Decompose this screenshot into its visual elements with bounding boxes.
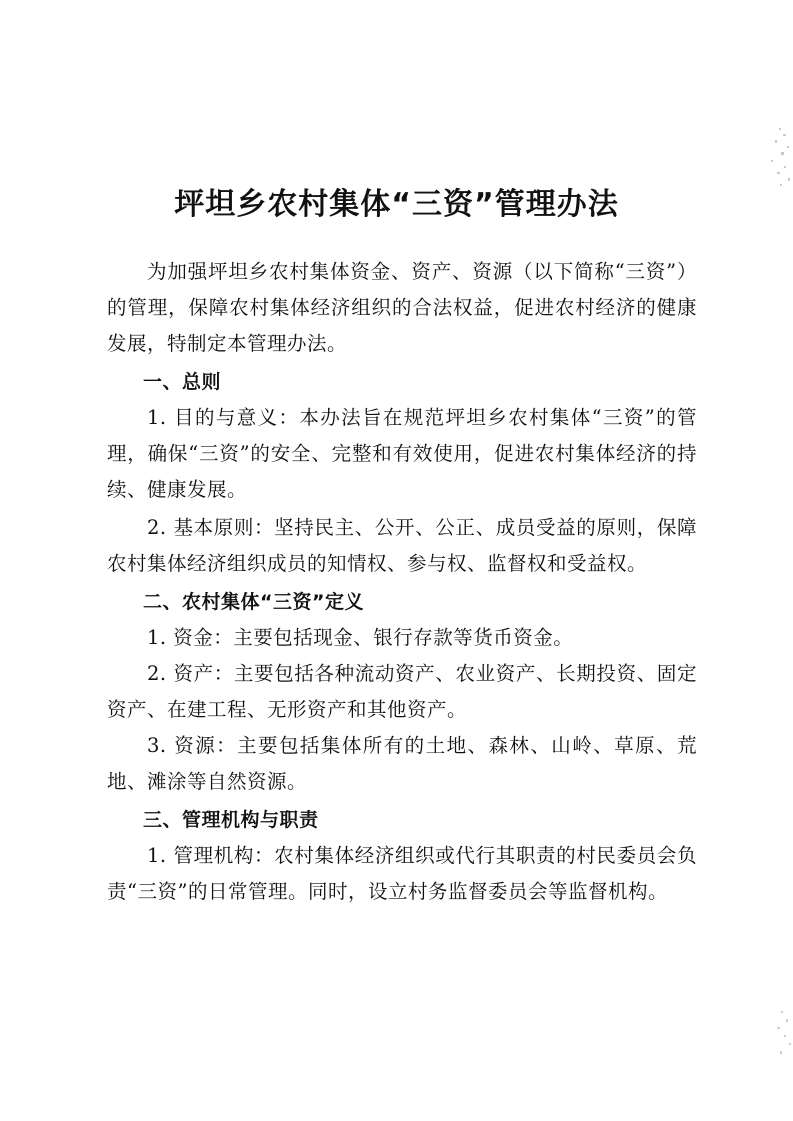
section-2-item-2: 2. 资产：主要包括各种流动资产、农业资产、长期投资、固定资产、在建工程、无形资产和其他资产。: [107, 662, 697, 721]
document-title: 坪坦乡农村集体“三资”管理办法: [174, 187, 619, 222]
section-3-item-1: 1. 管理机构：农村集体经济组织或代行其职责的村民委员会负责“三资”的日常管理。同时，设立村务监督委员会等监督机构。: [107, 844, 697, 903]
section-heading-3: 三、管理机构与职责: [143, 809, 319, 831]
section-heading-1: 一、总则: [143, 371, 222, 393]
section-heading-2: 二、农村集体“三资”定义: [143, 591, 364, 613]
section-1-item-2: 2. 基本原则：坚持民主、公开、公正、成员受益的原则，保障农村集体经济组织成员的知情权、参与权、监督权和受益权。: [107, 516, 697, 575]
intro-paragraph: 为加强坪坦乡农村集体资金、资产、资源（以下简称“三资”）的管理，保障农村集体经济组织的合法权益，促进农村经济的健康发展，特制定本管理办法。: [107, 260, 697, 355]
section-2-item-1: 1. 资金：主要包括现金、银行存款等货币资金。: [147, 626, 574, 649]
section-2-item-3: 3. 资源：主要包括集体所有的土地、森林、山岭、草原、荒地、滩涂等自然资源。: [107, 734, 697, 793]
document-body: [107, 254, 697, 910]
scan-noise-bottom: [753, 1005, 793, 1065]
section-1-item-1: 1. 目的与意义：本办法旨在规范坪坦乡农村集体“三资”的管理，确保“三资”的安全、完整和有效使用，促进农村集体经济的持续、健康发展。: [107, 406, 697, 501]
